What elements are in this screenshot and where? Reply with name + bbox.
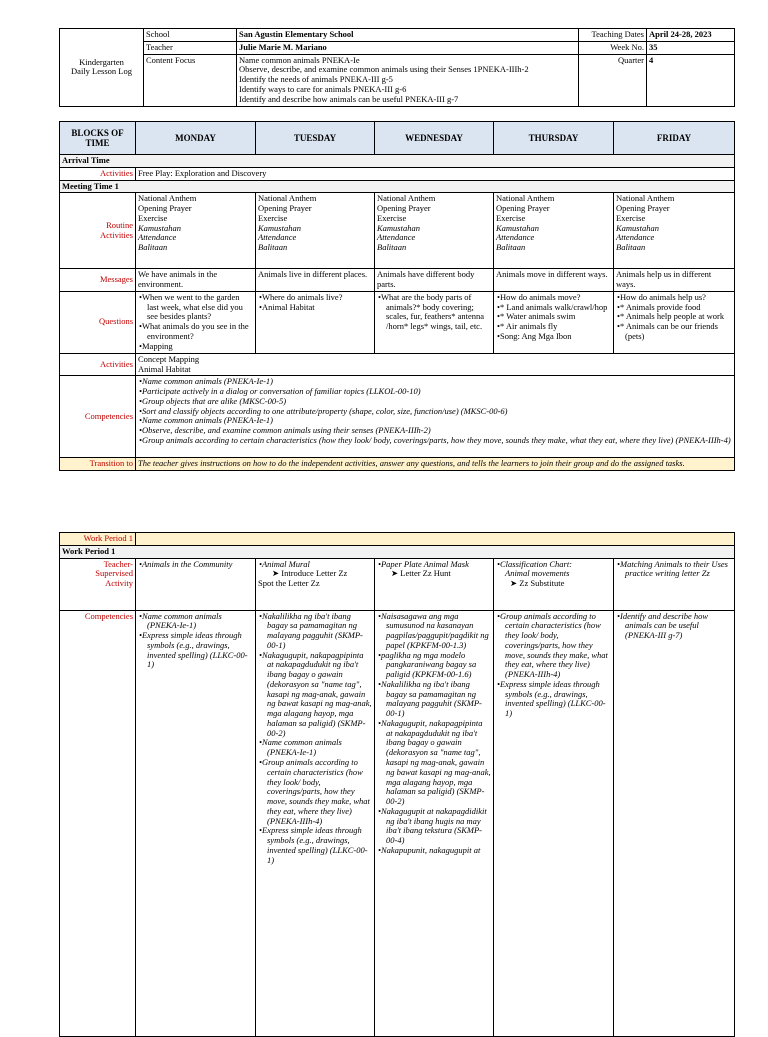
routine-item: Opening Prayer <box>138 203 192 214</box>
routine-item: Balitaan <box>258 242 288 253</box>
routine-item: Exercise <box>377 212 407 223</box>
questions-monday <box>136 291 256 353</box>
routine-item: Balitaan <box>377 242 407 253</box>
tuesday-header: TUESDAY <box>256 122 375 155</box>
meeting-activities-label: Activities <box>60 353 136 376</box>
comp-wednesday <box>375 610 494 1036</box>
routine-item: National Anthem <box>616 193 675 204</box>
focus-label: Content Focus <box>144 54 237 106</box>
tsa-thursday-sub <box>496 579 611 589</box>
list-item: • * Animals provide food <box>625 303 732 313</box>
list-item: • * Air animals fly <box>505 322 611 332</box>
routine-item: Opening Prayer <box>377 203 431 214</box>
tsa-monday <box>136 558 256 610</box>
tsa-tuesday-line3: Spot the Letter Zz <box>258 578 320 589</box>
bullet-list <box>496 293 611 342</box>
routine-item: Opening Prayer <box>258 203 312 214</box>
questions-label: Questions <box>60 291 136 353</box>
focus-line: Identify ways to care for animals PNEKA-III g-6 <box>239 83 407 94</box>
tsa-label-line2: Supervised <box>95 568 133 579</box>
list-item: • Nakagugupit at nakapagdidikit ng iba't ibang hugis na may iba't ibang tekstura (SKMP-00-4) <box>386 807 491 846</box>
message-thursday: Animals move in different ways. <box>494 269 614 292</box>
tsa-thursday <box>494 558 614 610</box>
routine-friday <box>614 193 735 269</box>
comp-thursday <box>494 610 614 1036</box>
transition-label: Transition to <box>60 458 136 471</box>
routine-tuesday <box>256 193 375 269</box>
tsa-tuesday <box>256 558 375 610</box>
list-item: • What animals do you see in the environment? <box>147 322 253 342</box>
work-period-band-label: Work Period 1 <box>60 533 136 546</box>
list-item: • Express simple ideas through symbols (e.g., drawings, invented spelling) (LLKC-00-1) <box>505 680 611 719</box>
routine-item: Attendance <box>496 232 535 243</box>
monday-header: MONDAY <box>136 122 256 155</box>
bullet-list <box>258 293 372 313</box>
comp-monday <box>136 610 256 1036</box>
bullet-list <box>616 293 732 342</box>
list-item: • * Land animals walk/crawl/hop <box>505 303 611 313</box>
tsa-tuesday-item: • Animal Mural <box>267 560 372 570</box>
messages-label: Messages <box>60 269 136 292</box>
header-table <box>59 28 735 107</box>
questions-wednesday <box>375 291 494 353</box>
routine-item: Attendance <box>258 232 297 243</box>
thursday-header: THURSDAY <box>494 122 614 155</box>
routine-item: Opening Prayer <box>496 203 550 214</box>
message-friday: Animals help us in different ways. <box>614 269 735 292</box>
school-label: School <box>144 29 237 42</box>
list-item: • How do animals move? <box>505 293 611 303</box>
meeting-time-title: Meeting Time 1 <box>60 180 735 193</box>
arrow-icon <box>272 568 281 578</box>
activities-line1: Concept Mapping <box>138 353 200 364</box>
tsa-thursday-line2: Animal movements <box>505 568 570 579</box>
bullet-list <box>616 612 732 641</box>
quarter-label: Quarter <box>579 54 647 106</box>
bullet-list <box>496 612 611 719</box>
meeting-competencies-label: Competencies <box>60 376 136 458</box>
arrival-activities-value: Free Play: Exploration and Discovery <box>136 167 735 180</box>
week-label: Week No. <box>579 41 647 54</box>
list-item: • Observe, describe, and examine common animals using their senses (PNEKA-IIIh-2) <box>147 426 732 436</box>
routine-item: National Anthem <box>496 193 555 204</box>
main-table <box>59 121 735 471</box>
meeting-activities-value <box>136 353 735 376</box>
list-item: • paglikha ng mga modelo pangkaraniwang bagay sa paligid (KPKFM-00-1.6) <box>386 651 491 680</box>
routine-item: Kamustahan <box>258 222 301 233</box>
dates-value: April 24-28, 2023 <box>647 29 735 42</box>
list-item: • Participate actively in a dialog or conversation of familiar topics (LLKOL-00-10) <box>147 387 732 397</box>
tsa-monday-item: • Animals in the Community <box>147 560 253 570</box>
list-item: • * Animals can be our friends (pets) <box>625 322 732 342</box>
routine-item: Kamustahan <box>616 222 659 233</box>
bullet-list <box>138 377 732 445</box>
list-item: • Name common animals (PNEKA-Ie-1) <box>147 416 732 426</box>
list-item: • Where do animals live? <box>267 293 372 303</box>
focus-line: Identify the needs of animals PNEKA-III g-5 <box>239 74 393 85</box>
message-wednesday: Animals have different body parts. <box>375 269 494 292</box>
routine-item: Exercise <box>496 212 526 223</box>
list-item: • Nakagugupit, nakapagpipinta at nakapagdudukit ng iba't ibang bagay o gawain (dekorasyon sa "name tag", kasapi ng mag-anak, gawain ng bawat kasapi ng mag-anak, mga alagang hayop, mga halaman sa paligid) (SKMP-00-2) <box>267 651 372 739</box>
tsa-tuesday-sub-text: Introduce Letter Zz <box>281 568 348 579</box>
arrow-icon <box>391 568 400 578</box>
dll-title-line2: Daily Lesson Log <box>71 66 132 77</box>
bullet-list <box>258 612 372 866</box>
questions-tuesday <box>256 291 375 353</box>
routine-label-line1: Routine <box>106 220 133 231</box>
list-item: • Group animals according to certain characteristics (how they look/ body, coverings/parts, how they move, sounds they make, what they eat, where they live) (PNEKA-IIIh-4) <box>147 436 732 446</box>
list-item: • Mapping <box>147 342 253 352</box>
list-item: • Group objects that are alike (MKSC-00-5) <box>147 397 732 407</box>
arrow-icon <box>510 578 519 588</box>
focus-line: Observe, describe, and examine common animals using their Senses 1PNEKA-IIIh-2 <box>239 64 529 75</box>
tsa-wednesday-sub <box>377 569 491 579</box>
routine-item: Kamustahan <box>138 222 181 233</box>
routine-item: Balitaan <box>496 242 526 253</box>
tsa-thursday-item: • Classification Chart: <box>505 560 611 570</box>
work-competencies-label: Competencies <box>60 610 136 1036</box>
bullet-list <box>138 612 253 671</box>
routine-item: Kamustahan <box>377 222 420 233</box>
bullet-list <box>138 293 253 352</box>
list-item: • * Water animals swim <box>505 312 611 322</box>
routine-item: Kamustahan <box>496 222 539 233</box>
list-item: • Nakalilikha ng iba't ibang bagay sa pamamagitan ng malayang pagguhit (SKMP-00-1) <box>267 612 372 651</box>
tsa-label-line3: Activity <box>105 578 133 589</box>
tsa-thursday-sub-text: Zz Substitute <box>519 578 565 589</box>
list-item: • What are the body parts of animals?* body covering; scales, fur, feathers* antenna /horn* legs* wings, tail, etc. <box>386 293 491 332</box>
routine-item: National Anthem <box>138 193 197 204</box>
teacher-value: Julie Marie M. Mariano <box>237 41 579 54</box>
arrival-activities-label: Activities <box>60 167 136 180</box>
routine-item: Attendance <box>138 232 177 243</box>
list-item: • Nakalilikha ng iba't ibang bagay sa pamamagitan ng malayang pagguhit (SKMP-00-1) <box>386 680 491 719</box>
list-item: • Express simple ideas through symbols (e.g., drawings, invented spelling) (LLKC-00-1) <box>267 826 372 865</box>
questions-thursday <box>494 291 614 353</box>
work-period-table <box>59 532 735 1037</box>
work-period-band-empty <box>136 533 735 546</box>
tsa-wednesday-sub-text: Letter Zz Hunt <box>400 568 451 579</box>
dll-title <box>60 29 144 107</box>
message-monday: We have animals in the environment. <box>136 269 256 292</box>
list-item: • Group animals according to certain characteristics (how they look/ body, coverings/parts, how they move, sounds they make, what they eat, where they live) (PNEKA-IIIh-4) <box>505 612 611 680</box>
routine-item: Attendance <box>377 232 416 243</box>
comp-tuesday <box>256 610 375 1036</box>
routine-thursday <box>494 193 614 269</box>
bullet-list <box>377 293 491 332</box>
routine-item: Balitaan <box>616 242 646 253</box>
tsa-friday <box>614 558 735 610</box>
week-value: 35 <box>647 41 735 54</box>
list-item: • Song: Ang Mga Ibon <box>505 332 611 342</box>
teacher-supervised-label <box>60 558 136 610</box>
transition-value: The teacher gives instructions on how to do the independent activities, answer any questions, and tells the learners to join their group and do the assigned tasks. <box>136 458 735 471</box>
tsa-label-line1: Teacher- <box>103 558 133 569</box>
comp-friday <box>614 610 735 1036</box>
list-item: • Express simple ideas through symbols (e.g., drawings, invented spelling) (LLKC-00-1) <box>147 631 253 670</box>
routine-item: Attendance <box>616 232 655 243</box>
routine-item: Exercise <box>258 212 288 223</box>
list-item: • Name common animals (PNEKA-Ie-1) <box>147 612 253 632</box>
message-tuesday: Animals live in different places. <box>256 269 375 292</box>
friday-header: FRIDAY <box>614 122 735 155</box>
meeting-competencies-value <box>136 376 735 458</box>
bullet-list <box>377 612 491 856</box>
list-item: • Sort and classify objects according to one attribute/property (shape, color, size, function/use) (MKSC-00-6) <box>147 407 732 417</box>
list-item: • Naisasagawa ang mga sumusunod na kasanayan pagpilas/paggupit/pagdikit ng papel (KPKFM-00-1.3) <box>386 612 491 651</box>
dates-label: Teaching Dates <box>579 29 647 42</box>
focus-line: Identify and describe how animals can be useful PNEKA-III g-7 <box>239 93 459 104</box>
list-item: • Name common animals (PNEKA-Ie-1) <box>267 738 372 758</box>
quarter-value: 4 <box>647 54 735 106</box>
routine-item: Balitaan <box>138 242 168 253</box>
list-item: • Group animals according to certain characteristics (how they look/ body, coverings/parts, how they move, sounds they make, what they eat, where they live) (PNEKA-IIIh-4) <box>267 758 372 826</box>
list-item: • How do animals help us? <box>625 293 732 303</box>
focus-line: Name common animals PNEKA-Ie <box>239 54 360 65</box>
dll-title-line1: Kindergarten <box>79 56 124 67</box>
arrival-time-title: Arrival Time <box>60 155 735 168</box>
routine-item: National Anthem <box>377 193 436 204</box>
list-item: • Nakagugupit, nakapagpipinta at nakapagdudukit ng iba't ibang bagay o gawain (dekorasyon sa "name tag", kasapi ng mag-anak, gawain ng bawat kasapi ng mag-anak, mga alagang hayop, mga halaman sa paligid) (SKMP-00-2) <box>386 719 491 807</box>
list-item: • Identify and describe how animals can be useful (PNEKA-III g-7) <box>625 612 732 641</box>
routine-item: National Anthem <box>258 193 317 204</box>
teacher-label: Teacher <box>144 41 237 54</box>
routine-item: Exercise <box>616 212 646 223</box>
routine-monday <box>136 193 256 269</box>
routine-wednesday <box>375 193 494 269</box>
activities-line2: Animal Habitat <box>138 363 191 374</box>
tsa-wednesday <box>375 558 494 610</box>
list-item: • Animal Habitat <box>267 303 372 313</box>
tsa-wednesday-item: • Paper Plate Animal Mask <box>386 560 491 570</box>
routine-label-line2: Activities <box>99 229 133 240</box>
tsa-friday-item: • Matching Animals to their Uses practice writing letter Zz <box>625 560 732 580</box>
blocks-of-time-header: BLOCKS OF TIME <box>60 122 136 155</box>
wednesday-header: WEDNESDAY <box>375 122 494 155</box>
focus-value <box>237 54 579 106</box>
list-item: • Nakapupunit, nakagugupit at <box>386 846 491 856</box>
questions-friday <box>614 291 735 353</box>
list-item: • Name common animals (PNEKA-Ie-1) <box>147 377 732 387</box>
list-item: • When we went to the garden last week, what else did you see besides plants? <box>147 293 253 322</box>
routine-item: Exercise <box>138 212 168 223</box>
work-period-title: Work Period 1 <box>60 545 735 558</box>
routine-activities-label <box>60 193 136 269</box>
routine-item: Opening Prayer <box>616 203 670 214</box>
list-item: • * Animals help people at work <box>625 312 732 322</box>
school-value: San Agustin Elementary School <box>237 29 579 42</box>
